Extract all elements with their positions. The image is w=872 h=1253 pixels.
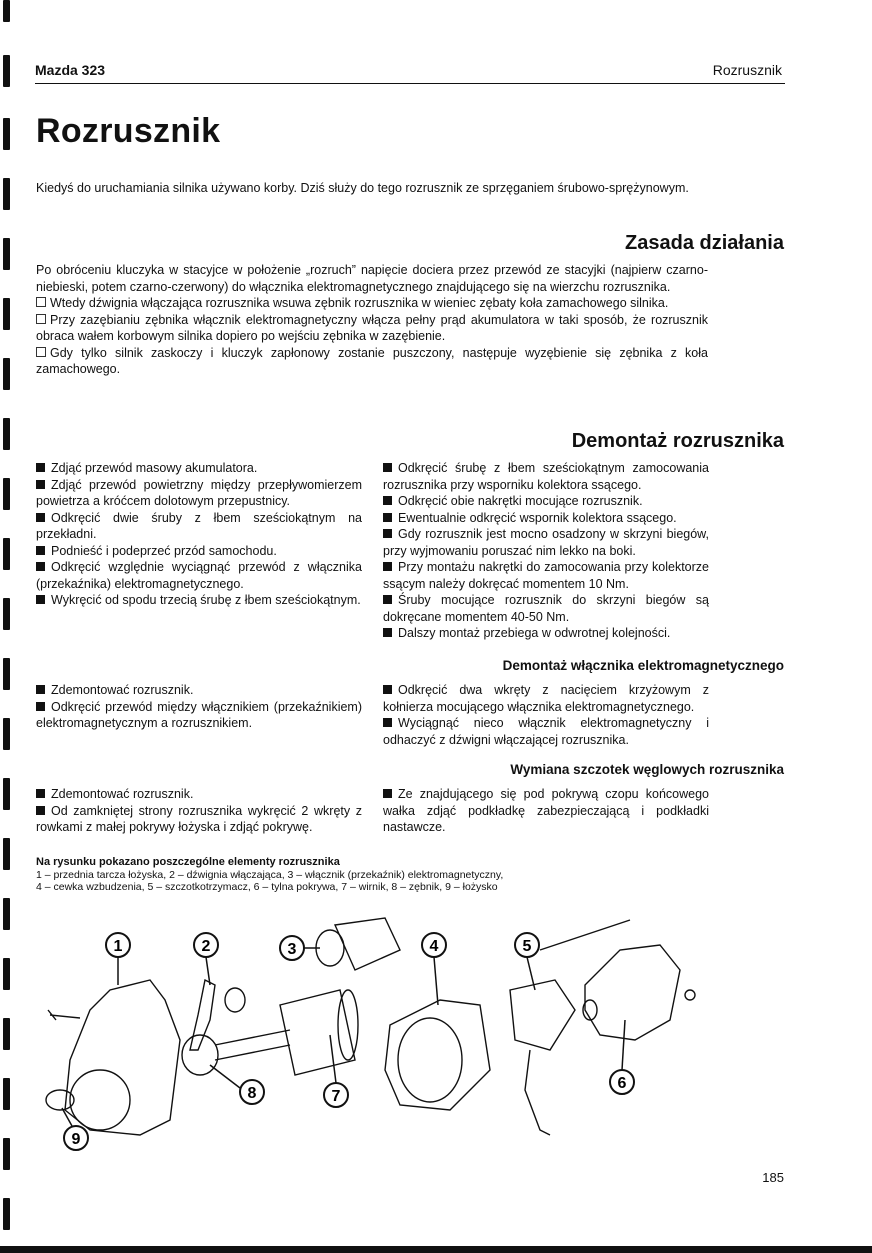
bullet-icon [36, 806, 45, 815]
list-item: Odkręcić dwa wkręty z nacięciem krzyżowym z kołnierza mocującego włącznika elektromagnetycznego. [383, 683, 709, 714]
yoke-opening [398, 1018, 462, 1102]
binder-mark [3, 0, 10, 22]
list-item: Odkręcić obie nakrętki mocujące rozrusznik. [383, 493, 709, 510]
starter-exploded-diagram [30, 910, 720, 1165]
caption-line: 4 – cewka wzbudzenia, 5 – szczotkotrzymacz, 6 – tylna pokrywa, 7 – wirnik, 8 – zębnik, 9 – łożysko [36, 881, 498, 893]
bullet-icon [383, 718, 392, 727]
brush-holder [510, 980, 575, 1050]
binder-mark [3, 55, 10, 87]
binder-mark [3, 658, 10, 690]
callout-label-5: 5 [522, 938, 532, 955]
list-item: Zdjąć przewód powietrzny między przepływomierzem powietrza a króćcem dolotowym przepustnicy. [36, 477, 362, 508]
callout-6 [610, 1020, 634, 1094]
binder-mark [3, 358, 10, 390]
binder-mark [3, 838, 10, 870]
binder-mark [3, 1138, 10, 1170]
removal-left-column [36, 460, 362, 609]
solenoid-body [335, 918, 400, 970]
principle-heading: Zasada działania [625, 232, 784, 254]
solenoid-heading: Demontaż włącznika elektromagnetycznego [502, 658, 784, 673]
solenoid-end [316, 930, 344, 966]
list-item: Dalszy montaż przebiega w odwrotnej kolejności. [383, 625, 709, 642]
intro-paragraph [36, 180, 708, 197]
binder-mark [3, 598, 10, 630]
field-yoke [385, 1000, 490, 1110]
binder-mark [3, 778, 10, 810]
bullet-icon [36, 513, 45, 522]
list-item: Podnieść i podeprzeć przód samochodu. [36, 543, 362, 560]
header-chapter: Rozrusznik [712, 62, 782, 78]
bullet-icon [36, 702, 45, 711]
binder-mark [3, 298, 10, 330]
lever-bushing [225, 988, 245, 1012]
intro-text: Kiedyś do uruchamiania silnika używano korby. Dziś służy do tego rozrusznik ze sprzęganiem śrubowo-sprężynowym. [36, 181, 689, 195]
list-item: Ewentualnie odkręcić wspornik kolektora ssącego. [383, 510, 709, 527]
callout-label-8: 8 [247, 1085, 257, 1102]
through-bolt [540, 920, 630, 950]
binder-mark [3, 418, 10, 450]
binder-mark [3, 178, 10, 210]
binder-mark [3, 1078, 10, 1110]
binder-mark [3, 958, 10, 990]
solenoid-right-column [383, 682, 709, 748]
bullet-icon [36, 546, 45, 555]
list-item: Odkręcić względnie wyciągnąć przewód z włącznika (przekaźnika) elektromagnetycznego. [36, 560, 362, 591]
list-item: Wykręcić od spodu trzecią śrubę z łbem sześciokątnym. [36, 592, 362, 609]
principle-paragraph: Gdy tylko silnik zaskoczy i kluczyk zapłonowy zostanie puszczony, następuje wyzębienie się zębnika z koła zamachowego. [36, 345, 708, 376]
list-item: Od zamkniętej strony rozrusznika wykręcić 2 wkręty z rowkami z małej pokrywy łożyska i zdjąć pokrywę. [36, 803, 362, 834]
brushes-right-column [383, 786, 709, 836]
page-number: 185 [762, 1170, 784, 1185]
callout-3 [280, 936, 320, 960]
callout-label-1: 1 [113, 938, 123, 955]
bullet-icon [383, 628, 392, 637]
front-bearing-housing [65, 980, 180, 1135]
bullet-icon [36, 595, 45, 604]
header-rule [35, 83, 785, 84]
binder-mark [3, 118, 10, 150]
rear-nut [685, 990, 695, 1000]
list-item: Przy montażu nakrętki do zamocowania przy kolektorze ssącym należy dokręcać momentem 10 Nm. [383, 560, 709, 591]
brushes-left-column [36, 786, 362, 836]
solenoid-left-column [36, 682, 362, 732]
binder-mark [3, 238, 10, 270]
bullet-icon [36, 685, 45, 694]
binder-mark [3, 898, 10, 930]
bullet-icon [383, 529, 392, 538]
callout-label-4: 4 [429, 938, 439, 955]
principle-paragraph: Po obróceniu kluczyka w stacyjce w położenie „rozruch” napięcie dociera przez przewód ze stacyjki (najpierw czarno-niebieski, potem czarno-czerwony) do włącznika elektromagnetycznego znajdującego się na wierzchu rozrusznika. [36, 263, 708, 294]
list-item: Zdemontować rozrusznik. [36, 786, 362, 803]
pinion-gear [182, 1035, 218, 1075]
callout-9 [62, 1108, 88, 1150]
list-item: Zdemontować rozrusznik. [36, 682, 362, 699]
figure-caption [36, 856, 736, 894]
bullet-icon [36, 463, 45, 472]
callout-label-7: 7 [331, 1088, 341, 1105]
checkbox-icon [36, 347, 46, 357]
list-item: Odkręcić śrubę z łbem sześciokątnym zamocowania rozrusznika przy wsporniku kolektora ssącego. [383, 461, 709, 492]
brush-lead [525, 1050, 550, 1135]
bullet-icon [383, 463, 392, 472]
caption-line: 1 – przednia tarcza łożyska, 2 – dźwignia włączająca, 3 – włącznik (przekaźnik) elektromagnetyczny, [36, 868, 504, 881]
brushes-heading: Wymiana szczotek węglowych rozrusznika [510, 762, 784, 777]
bullet-icon [383, 685, 392, 694]
callout-label-3: 3 [287, 941, 297, 958]
bullet-icon [383, 496, 392, 505]
callout-2 [194, 933, 218, 985]
callout-5 [515, 933, 539, 990]
list-item: Odkręcić przewód między włącznikiem (przekaźnikiem) elektromagnetycznym a rozrusznikiem. [36, 699, 362, 730]
list-item: Gdy rozrusznik jest mocno osadzony w skrzyni biegów, przy wyjmowaniu poruszać nim lekko na boki. [383, 527, 709, 558]
principle-section [36, 262, 708, 378]
list-item: Zdjąć przewód masowy akumulatora. [36, 460, 362, 477]
list-item: Wyciągnąć nieco włącznik elektromagnetyczny i odhaczyć z dźwigni włączającej rozrusznika. [383, 716, 709, 747]
checkbox-icon [36, 297, 46, 307]
bullet-icon [36, 480, 45, 489]
callout-8 [210, 1065, 264, 1104]
callout-label-6: 6 [617, 1075, 627, 1092]
bullet-icon [383, 789, 392, 798]
removal-right-column [383, 460, 709, 642]
binder-mark [3, 478, 10, 510]
bullet-icon [36, 562, 45, 571]
principle-paragraph: Wtedy dźwignia włączająca rozrusznika wsuwa zębnik rozrusznika w wieniec zębaty koła zamachowego silnika. [36, 295, 708, 312]
principle-paragraph: Przy zazębianiu zębnika włącznik elektromagnetyczny włącza pełny prąd akumulatora w taki sposób, że rozrusznik obraca wałem korbowym silnika dopiero po wejściu zębnika w zazębienie. [36, 312, 708, 343]
bullet-icon [383, 513, 392, 522]
binder-mark [3, 538, 10, 570]
rear-cover [585, 945, 680, 1040]
page-title: Rozrusznik [36, 112, 221, 150]
binder-mark [3, 718, 10, 750]
caption-title: Na rysunku pokazano poszczególne elementy rozrusznika [36, 856, 340, 868]
bullet-icon [383, 595, 392, 604]
bullet-icon [36, 789, 45, 798]
callout-label-2: 2 [201, 938, 211, 955]
front-bolt [48, 1010, 80, 1020]
callout-4 [422, 933, 446, 1005]
binder-mark [3, 1018, 10, 1050]
callout-label-9: 9 [71, 1131, 81, 1148]
bullet-icon [383, 562, 392, 571]
header-book-title: Mazda 323 [35, 62, 106, 78]
list-item: Śruby mocujące rozrusznik do skrzyni biegów są dokręcane momentem 40-50 Nm. [383, 593, 709, 624]
list-item: Ze znajdującego się pod pokrywą czopu końcowego wałka zdjąć podkładkę zabezpieczającą i podkładki nastawcze. [383, 787, 709, 834]
callout-1 [106, 933, 130, 985]
checkbox-icon [36, 314, 46, 324]
front-housing-flange [70, 1070, 130, 1130]
armature-shaft [215, 1030, 290, 1060]
list-item: Odkręcić dwie śruby z łbem sześciokątnym na przekładni. [36, 510, 362, 541]
removal-heading: Demontaż rozrusznika [571, 430, 784, 452]
armature-core [280, 990, 355, 1075]
page-bottom-bar [0, 1246, 872, 1253]
callout-7 [324, 1035, 348, 1107]
binder-mark [3, 1198, 10, 1230]
